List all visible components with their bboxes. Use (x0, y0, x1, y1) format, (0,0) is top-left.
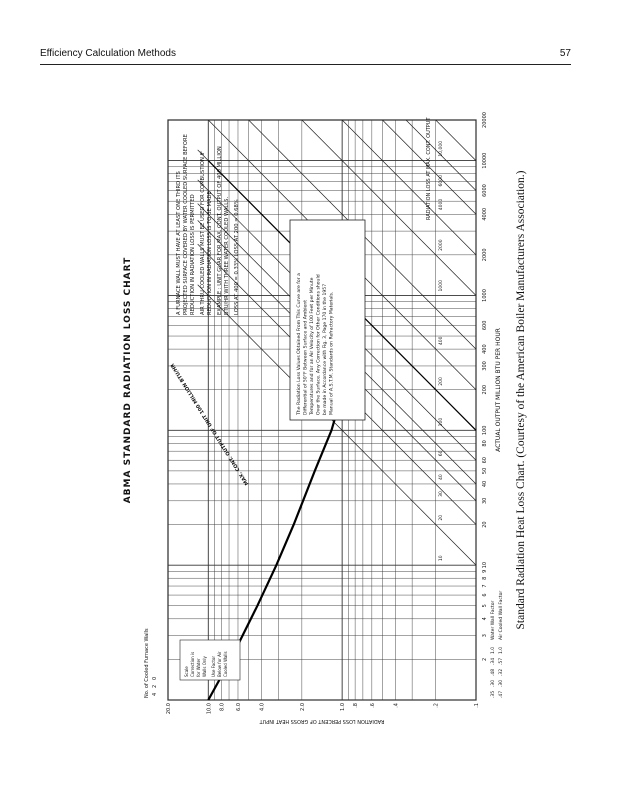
y-tick-label: 4.0 (259, 703, 266, 711)
correction-label-line: Correction is (190, 651, 195, 677)
x-tick-label: 200 (482, 384, 488, 395)
note-line: REDUCTION IN RADIATION LOSS IS TO BE MADE (207, 191, 213, 315)
x-tick-label: 6 (482, 593, 488, 597)
note-box-line: Differential of 50°F Between Surface and Ambient (303, 299, 309, 415)
max-cont-label: RADIATION LOSS AT MAX. CONT. OUTPUT (426, 117, 432, 220)
x-tick-label: 300 (482, 361, 488, 371)
x-axis-label: ACTUAL OUTPUT MILLION BTU PER HOUR (495, 328, 502, 452)
x-tick-label: 8 (482, 576, 488, 580)
water-wall-factor-value: .35 (491, 690, 496, 698)
capacity-line-label: 10,000 (438, 140, 444, 157)
x-tick-label: 400 (482, 344, 488, 354)
x-tick-label: 3 (482, 634, 488, 638)
correction-label-line: Below for Air (217, 651, 222, 677)
y-tick-label: 1.0 (340, 703, 347, 711)
y-tick-label: 6.0 (235, 703, 242, 711)
capacity-line-label: 400 (438, 336, 444, 346)
air-cooled-factor-value: .30 (499, 679, 504, 687)
water-wall-factor-value: .30 (491, 679, 496, 687)
note-box-line: The Radiation Loss Values Obtained From This Curve are for a (297, 273, 302, 415)
x-tick-label: 50 (482, 467, 488, 475)
x-tick-label: 4 (482, 617, 488, 621)
x-tick-label: 2000 (482, 248, 488, 262)
water-wall-factor-label: Water Wall Factor (491, 600, 496, 640)
capacity-line-label: 2000 (438, 239, 444, 251)
capacity-line-label: 100 (438, 417, 444, 427)
y-tick-label: .4 (393, 703, 400, 708)
correction-label-line: for Water (196, 658, 201, 677)
water-wall-factor-value: .34 (491, 657, 496, 665)
x-tick-label: 600 (482, 320, 488, 331)
air-cooled-factor-value: 1.0 (499, 646, 504, 654)
chart-rotated-group (123, 112, 504, 724)
y-tick-labels (166, 703, 480, 714)
capacity-line-label: 10 (438, 555, 444, 562)
note-line: EXAMPLE : UNIT GUAR FOR MAX. CONT. OUTPUT OF 400 MILLION (217, 146, 223, 315)
y-tick-label: .6 (369, 703, 376, 708)
running-title: Efficiency Calculation Methods (40, 48, 176, 59)
y-tick-label: .1 (474, 703, 480, 708)
cooled-walls-label: No. of Cooled Furnace Walls (144, 628, 150, 698)
note-line: PROJECTED SURFACE COVERED BY WATER COOLED SURFACE BEFORE (183, 134, 189, 315)
air-cooled-factor-value: .47 (499, 690, 504, 698)
correction-box-frame (180, 640, 240, 680)
capacity-line-label: 20 (438, 514, 444, 521)
cooled-walls-value: 4 (152, 692, 158, 696)
x-tick-labels (482, 112, 488, 661)
x-tick-label: 5 (482, 604, 488, 608)
x-tick-label: 100 (482, 425, 488, 436)
x-tick-label: 2 (482, 657, 488, 661)
capacity-main-label: MAX. CONT. OUTPUT OF UNIT 100 MILLION BTU/HR (169, 362, 251, 487)
water-wall-factor-value: .48 (491, 668, 496, 676)
correction-label-line: Use Factor (211, 656, 216, 677)
correction-label-line: Walls Only (202, 656, 207, 677)
note-line: BTU/HR WITH THREE WATER COOLED WALLS. (224, 196, 230, 315)
cooled-walls-value: 2 (152, 684, 158, 688)
y-tick-label: 8.0 (219, 703, 226, 711)
capacity-line-label: 6000 (438, 175, 444, 187)
x-tick-label: 6000 (482, 184, 488, 197)
y-tick-label: 10.0 (206, 703, 213, 715)
x-tick-label: 4000 (482, 207, 488, 221)
water-wall-factor-value: 1.0 (491, 646, 496, 654)
air-cooled-factor-value: .32 (499, 668, 504, 676)
capacity-line-label: 30 (438, 491, 444, 497)
x-tick-label: 40 (482, 480, 488, 488)
cooled-walls-value: 0 (152, 676, 158, 680)
capacity-line-label: 4000 (438, 198, 444, 211)
capacity-line-label: 60 (438, 450, 444, 457)
note-box-line: Temperatures and for an Air Velocity of 100 Feet per Minute (310, 277, 315, 415)
note-line: REDUCTION IN RADIATION LOSS IS PERMITTED (190, 194, 196, 315)
x-tick-label: 10000 (482, 152, 488, 169)
x-tick-label: 9 (482, 569, 488, 573)
air-cooled-factor-value: .57 (499, 657, 504, 665)
correction-label-line: Scale (184, 666, 189, 677)
correction-label-line: Cooled Walls (223, 651, 228, 677)
page-number: 57 (559, 48, 571, 59)
note-line: AIR THRU COOLED WALLS MUST BE USED FOR COMBUSTION IF (200, 150, 206, 315)
capacity-line-label: 1000 (438, 279, 444, 292)
y-axis-label: RADIATION LOSS PERCENT OF GROSS HEAT INPUT (259, 718, 385, 724)
note-line: A FURNACE WALL MUST HAVE AT LEAST ONE THIRD ITS (176, 171, 182, 315)
note-line: LOSS AT 400 = 0.33% LOSS AT 200 = 0.68% (234, 199, 240, 315)
figure-caption: Standard Radiation Heat Loss Chart. (Courtesy of the American Boiler Manufacturers Association.) (515, 170, 527, 630)
capacity-line-label: 200 (438, 377, 444, 386)
x-tick-label: 1000 (482, 289, 488, 302)
x-tick-label: 20 (482, 521, 488, 528)
x-tick-label: 10 (482, 561, 488, 569)
capacity-line-label: 40 (438, 474, 444, 480)
y-tick-label: 20.0 (166, 703, 172, 715)
note-box-line: Manual of A.S.T.M. Standards on Refractory Materials. (329, 291, 335, 415)
y-tick-label: .8 (353, 703, 360, 708)
x-tick-label: 20000 (482, 112, 488, 128)
note-box-line: Over the Surface. Any Correction for Other Conditions should (316, 274, 322, 415)
chart-title: ABMA STANDARD RADIATION LOSS CHART (123, 256, 133, 504)
y-tick-label: .2 (433, 703, 440, 708)
x-tick-label: 60 (482, 457, 488, 464)
x-tick-label: 30 (482, 497, 488, 504)
air-cooled-factor-label: Air Cooled Wall Factor (499, 590, 504, 640)
x-tick-label: 7 (482, 584, 488, 588)
x-tick-label: 80 (482, 440, 488, 447)
note-box-line: be made in Accordance with Fig. 3, Page 170 in the 1957 (323, 283, 328, 415)
y-tick-label: 2.0 (299, 703, 306, 711)
